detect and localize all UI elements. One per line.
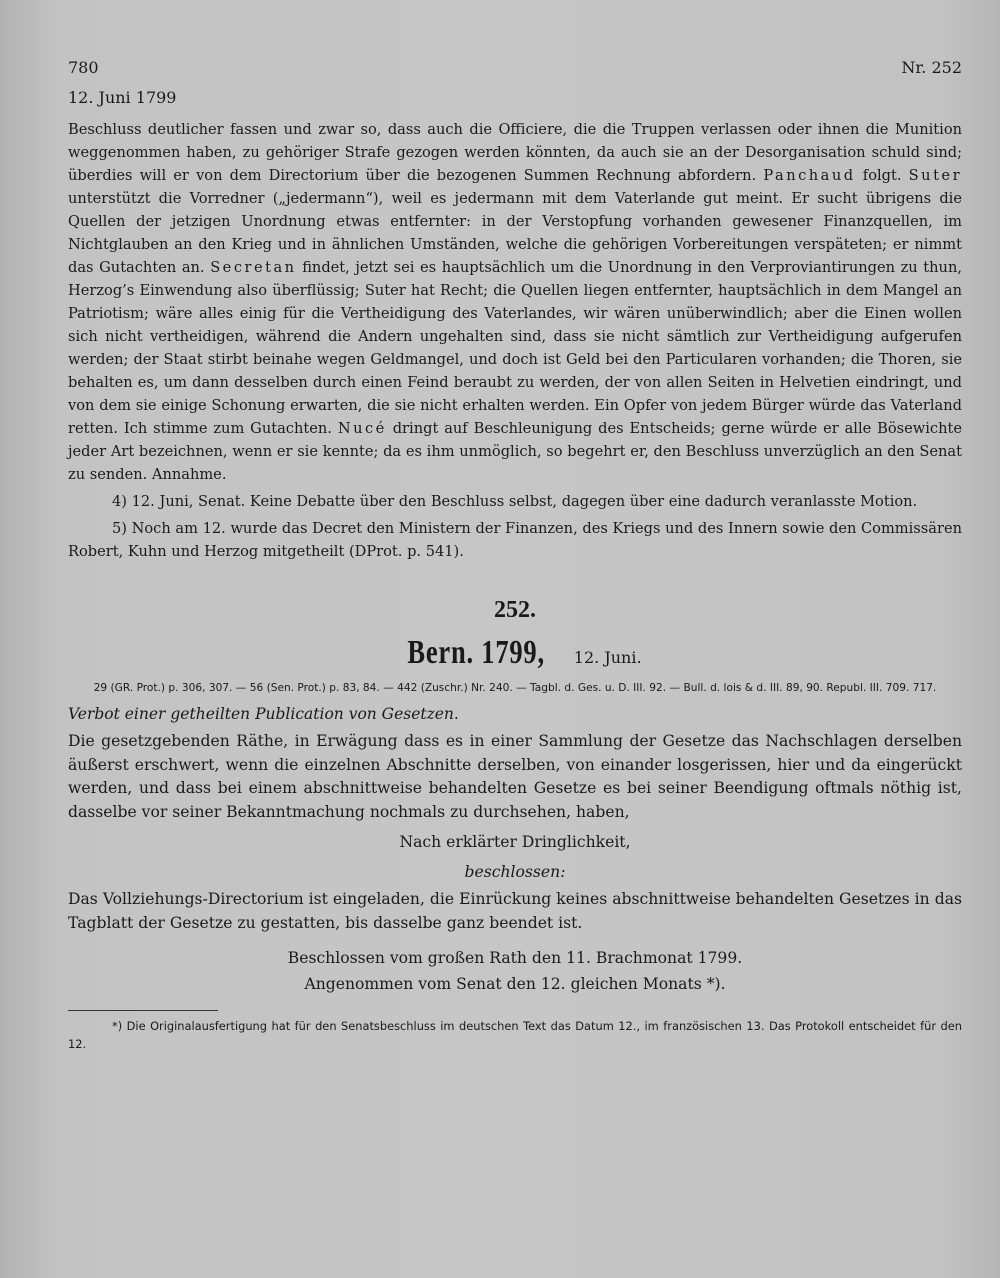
- footnote: *) Die Originalausfertigung hat für den Senatsbeschluss im deutschen Text das Datum 12., im französischen 13. Das Protokoll entscheidet für den 12.: [68, 1018, 962, 1051]
- page-number: 780: [68, 58, 99, 77]
- document-number: Nr. 252: [901, 58, 962, 77]
- law-decision: Das Vollziehungs-Directorium ist eingeladen, die Einrückung keines abschnittweise behandelten Gesetzes in das Tagblatt der Gesetze zu gestatten, bis dasselbe ganz beendet ist.: [68, 890, 962, 932]
- footnote-divider: [68, 1010, 218, 1011]
- entry-place-date: [68, 634, 962, 672]
- entry-subject: Verbot einer getheilten Publication von Gesetzen.: [68, 705, 459, 723]
- running-header: [68, 58, 962, 88]
- entry-number: 252.: [494, 597, 536, 623]
- speaker-name: Secretan: [210, 259, 297, 276]
- signature-senate: Angenommen vom Senat den 12. gleichen Monats *).: [304, 974, 726, 993]
- source-references: 29 (GR. Prot.) p. 306, 307. — 56 (Sen. Prot.) p. 83, 84. — 442 (Zuschr.) Nr. 240. — Tagbl. d. Ges. u. D. III. 92. — Bull. d. lois & d. III. 89, 90. Republ. III. 709. 717.: [93, 682, 937, 694]
- speaker-name: Panchaud: [763, 167, 856, 184]
- signature-great-council: Beschlossen vom großen Rath den 11. Brachmonat 1799.: [287, 948, 743, 967]
- entry-date: 12. Juni.: [573, 648, 642, 667]
- speaker-name: Suter: [908, 167, 963, 184]
- urgency-line: Nach erklärter Dringlichkeit,: [399, 833, 631, 852]
- speaker-name: Nucé: [337, 420, 387, 437]
- decree-note-paragraph: 5) Noch am 12. wurde das Decret den Ministern der Finanzen, des Kriegs und des Innern sowie den Commissären Robert, Kuhn und Herzog mitgetheilt (DProt. p. 541).: [68, 520, 962, 560]
- law-preamble: Die gesetzgebenden Räthe, in Erwägung dass es in einer Sammlung der Gesetze das Nachschlagen derselben äußerst erschwert, wenn die einzelnen Abschnitte derselben, von einander losgerissen, hier und da eingerückt werden, und dass bei einem abschnittweise behandelten Gesetze es bei seiner Beendigung oftmals nöthig ist, dasselbe vor seiner Bekanntmachung nochmals zu durchsehen, haben,: [68, 732, 962, 821]
- senate-note-paragraph: 4) 12. Juni, Senat. Keine Debatte über den Beschluss selbst, dagegen über eine dadurch veranlasste Motion.: [112, 493, 918, 510]
- header-date: 12. Juni 1799: [68, 88, 177, 107]
- previous-entry-paragraph: Beschluss deutlicher fassen und zwar so, dass auch die Officiere, die die Truppen verlassen oder ihnen die Munition weggenommen haben, zu gehöriger Strafe gezogen werden könnten, da auch sie an der Desorganisation schuld sind; überdies will er von dem Directorium über die bezogenen Summen Rechnung abfordern. Panchaud folgt. Suter unterstützt die Vorredner („jedermann“), weil es jedermann mit dem Vaterlande gut meint. Er sucht übrigens die Quellen der jetzigen Unordnung etwas entfernter: in der Verstopfung vorhanden gewesener Finanzquellen, im Nichtglauben an den Krieg und in ähnlichen Umständen, welche die gehörigen Vorbereitungen verspäteten; er nimmt das Gutachten an. Secretan findet, jetzt sei es hauptsächlich um die Unordnung in den Verproviantirungen zu thun, Herzog’s Einwendung also überflüssig; Suter hat Recht; die Quellen liegen entfernter, hauptsächlich in dem Mangel an Patriotism; wäre alles einig für die Vertheidigung des Vaterlandes, wir wären unüberwindlich; aber die Einen wollen sich nicht vertheidigen, während die Andern ungehalten sind, dass sie nicht sämtlich zur Vertheidigung aufgerufen werden; der Staat stirbt beinahe wegen Geldmangel, und doch ist Geld bei den Particularen vorhanden; die Thoren, sie behalten es, um dann desselben durch einen Feind beraubt zu werden, der von allen Seiten in Helvetien eindringt, und von dem sie einige Schonung erwarten, die sie nicht erhalten werden. Ein Opfer von jedem Bürger würde das Vaterland retten. Ich stimme zum Gutachten. Nucé dringt auf Beschleunigung des Entscheids; gerne würde er alle Bösewichte jeder Art bezeichnen, wenn er sie kennte; da es ihm unmöglich, so begehrt er, den Beschluss unverzüglich an den Senat zu senden. Annahme.: [68, 121, 963, 483]
- resolved-line: beschlossen:: [464, 863, 566, 882]
- entry-place: Bern. 1799,: [407, 634, 546, 671]
